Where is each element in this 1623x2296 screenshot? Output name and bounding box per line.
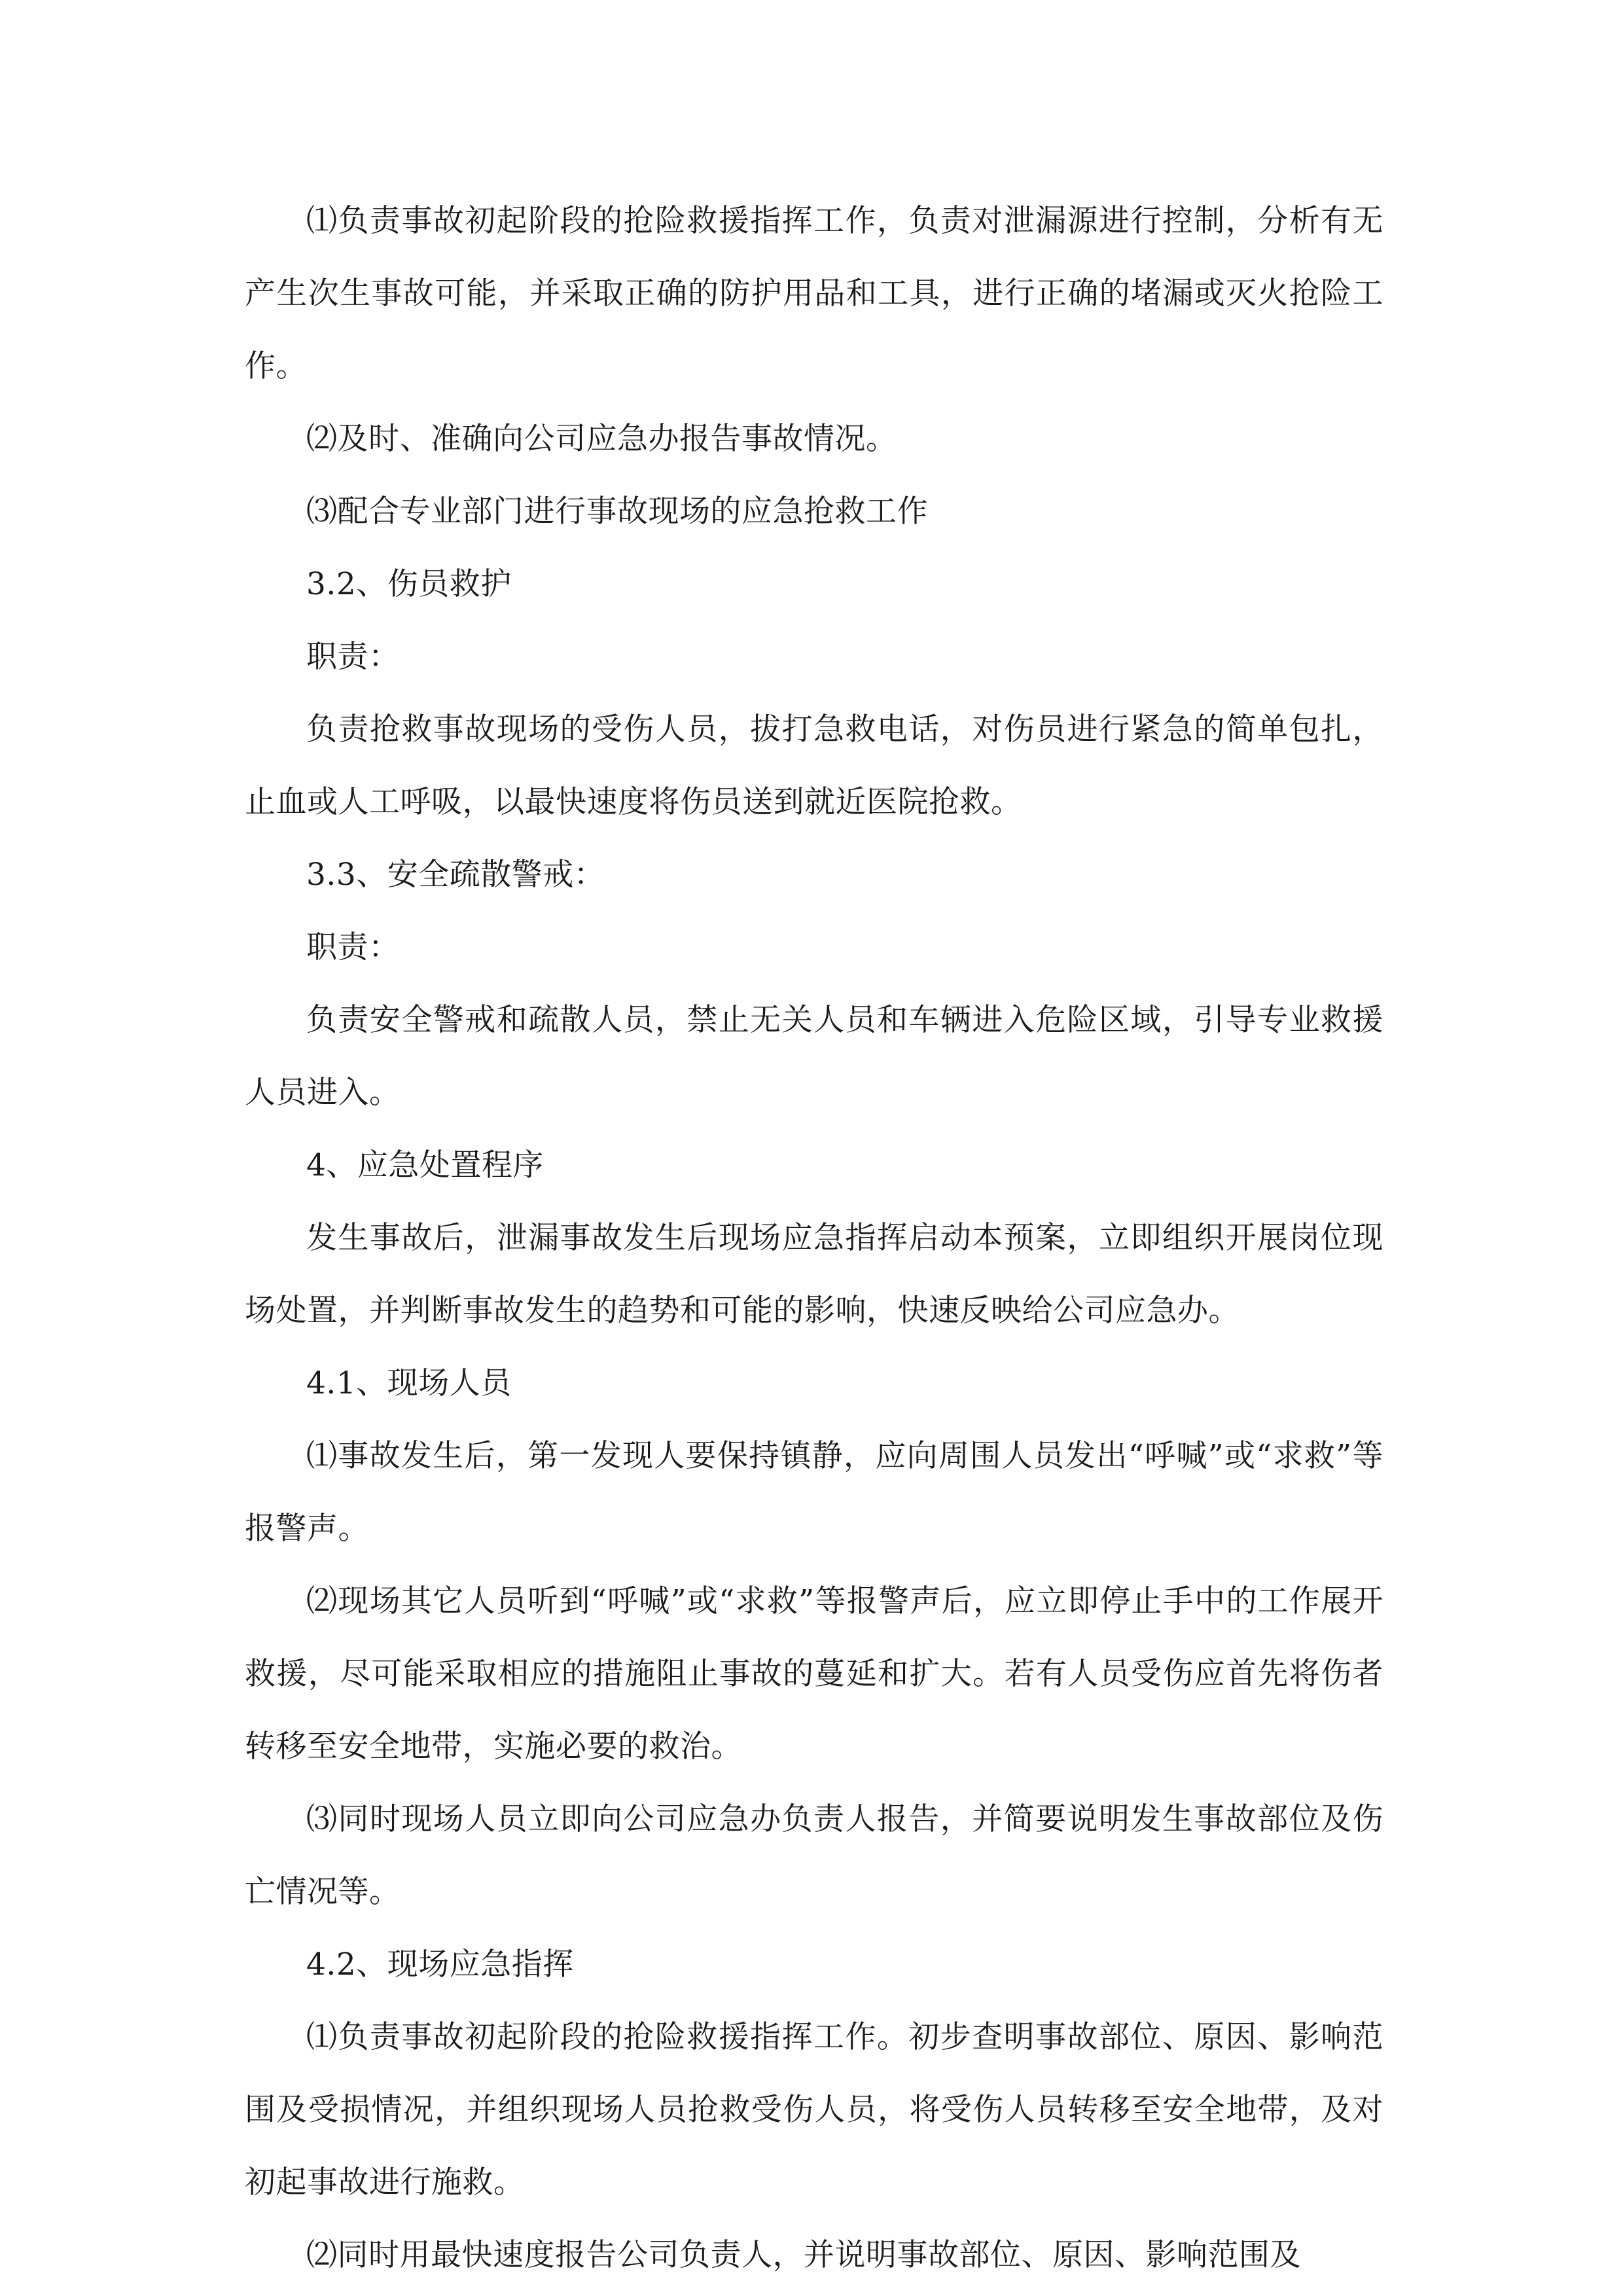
paragraph-procedure-intro: 发生事故后，泄漏事故发生后现场应急指挥启动本预案，立即组织开展岗位现场处置，并判断事故发生的趋势和可能的影响，快速反映给公司应急办。 (245, 1220, 1383, 1329)
paragraph-command-1: ⑴负责事故初起阶段的抢险救援指挥工作。初步查明事故部位、原因、影响范围及受损情况，并组织现场人员抢救受伤人员，将受伤人员转移至安全地带，及对初起事故进行施救。 (245, 2019, 1383, 2200)
duties-label: 职责： (306, 929, 400, 965)
paragraph-onsite-2: ⑵现场其它人员听到“呼喊”或“求救”等报警声后，应立即停止手中的工作展开救援，尽可能采取相应的措施阻止事故的蔓延和扩大。若有人员受伤应首先将伤者转移至安全地带，实施必要的救治。 (245, 1583, 1383, 1765)
paragraph-duty-1: ⑴负责事故初起阶段的抢险救援指挥工作，负责对泄漏源进行控制，分析有无产生次生事故可能，并采取正确的防护用品和工具，进行正确的堵漏或灭火抢险工作。 (245, 203, 1383, 384)
duties-label: 职责： (306, 639, 400, 675)
section-heading-3-2: 3.2、伤员救护 (306, 566, 512, 602)
section-heading-4-1: 4.1、现场人员 (306, 1365, 512, 1401)
paragraph-casualty-rescue: 负责抢救事故现场的受伤人员，拔打急救电话，对伤员进行紧急的简单包扎，止血或人工呼吸，以最快速度将伤员送到就近医院抢救。 (245, 711, 1383, 820)
paragraph-command-2: ⑵同时用最快速度报告公司负责人，并说明事故部位、原因、影响范围及 (306, 2237, 1301, 2273)
paragraph-onsite-3: ⑶同时现场人员立即向公司应急办负责人报告，并简要说明发生事故部位及伤亡情况等。 (245, 1801, 1383, 1910)
paragraph-evacuation: 负责安全警戒和疏散人员，禁止无关人员和车辆进入危险区域，引导专业救援人员进入。 (245, 1002, 1383, 1111)
paragraph-onsite-1: ⑴事故发生后，第一发现人要保持镇静，应向周围人员发出“呼喊”或“求救”等报警声。 (245, 1438, 1383, 1547)
section-heading-4-2: 4.2、现场应急指挥 (306, 1946, 574, 1982)
section-heading-4: 4、应急处置程序 (306, 1147, 544, 1183)
section-heading-3-3: 3.3、安全疏散警戒： (306, 857, 605, 893)
paragraph-duty-3: ⑶配合专业部门进行事故现场的应急抢救工作 (306, 493, 928, 529)
paragraph-duty-2: ⑵及时、准确向公司应急办报告事故情况。 (306, 421, 897, 457)
